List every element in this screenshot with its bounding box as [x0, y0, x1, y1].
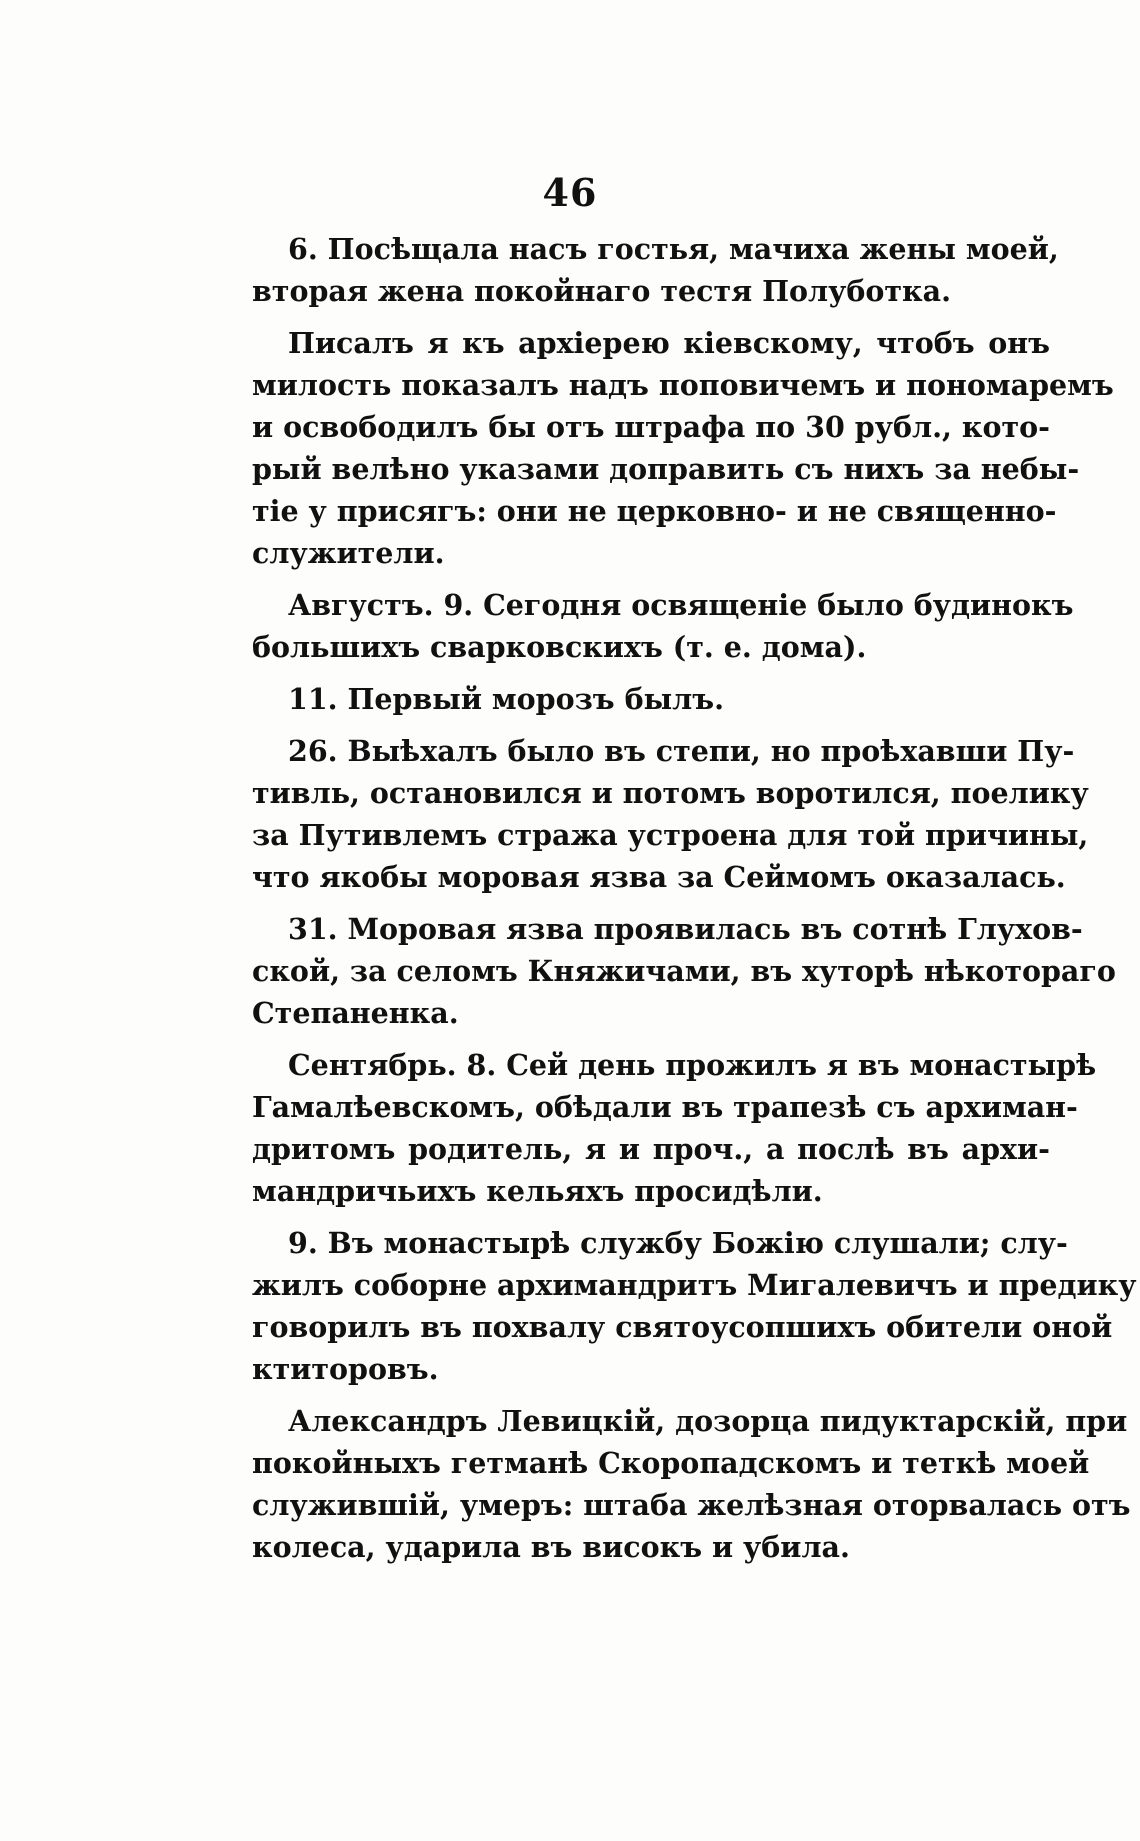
diary-entry [252, 1044, 1097, 1212]
text-line: покойныхъ гетманѣ Скоропадскомъ и теткѣ моей [252, 1446, 1090, 1480]
diary-entry [252, 678, 1050, 720]
text-line: Гамалѣевскомъ, обѣдали въ трапезѣ съ архиман- [252, 1090, 1078, 1124]
diary-entry [252, 908, 1116, 1034]
text-line: 26. Выѣхалъ было въ степи, но проѣхавши Пу- [288, 734, 1075, 768]
page-number: 46 [542, 170, 598, 215]
text-line: рый велѣно указами доправить съ нихъ за небы- [252, 452, 1080, 486]
text-line: что якобы моровая язва за Сеймомъ оказалась. [252, 860, 1066, 894]
text-line: вторая жена покойнаго тестя Полуботка. [252, 274, 952, 308]
text-line: милость показалъ надъ поповичемъ и пономаремъ [252, 368, 1114, 402]
text-line: служившiй, умеръ: штаба желѣзная оторвалась отъ [252, 1488, 1131, 1522]
diary-text [252, 228, 1137, 1578]
text-line: ктиторовъ. [252, 1352, 439, 1386]
text-line: 31. Моровая язва проявилась въ сотнѣ Глухов- [288, 912, 1083, 946]
text-line: говорилъ въ похвалу святоусопшихъ обители оной [252, 1310, 1113, 1344]
diary-entry [252, 730, 1089, 898]
diary-entry [252, 1222, 1137, 1390]
text-line: ской, за селомъ Княжичами, въ хуторѣ нѣкотораго [252, 954, 1116, 988]
text-line: и освободилъ бы отъ штрафа по 30 рубл., кото- [252, 410, 1050, 444]
text-line: жилъ соборне архимандритъ Мигалевичъ и предику [252, 1268, 1137, 1302]
text-line: дритомъ родитель, я и проч., а послѣ въ архи- [252, 1132, 1050, 1166]
text-line: Писалъ я къ архiерею кiевскому, чтобъ онъ [288, 326, 1050, 360]
text-line: Александръ Левицкiй, дозорца пидуктарскiй, при [288, 1404, 1128, 1438]
text-line: 6. Посѣщала насъ гостья, мачиха жены моей, [288, 232, 1059, 266]
text-line: тiе у присягъ: они не церковно- и не священно- [252, 494, 1057, 528]
text-line: мандричьихъ кельяхъ просидѣли. [252, 1174, 823, 1208]
text-line: Сентябрь. 8. Сей день прожилъ я въ монастырѣ [288, 1048, 1097, 1082]
text-line: 11. Первый морозъ былъ. [288, 682, 725, 716]
diary-entry [252, 322, 1114, 574]
text-line: тивль, остановился и потомъ воротился, поелику [252, 776, 1089, 810]
text-line: колеса, ударила въ високъ и убила. [252, 1530, 850, 1564]
text-line: 9. Въ монастырѣ службу Божiю слушали; слу- [288, 1226, 1068, 1260]
diary-entry [252, 584, 1074, 668]
text-line: Августъ. 9. Сегодня освященiе было будинокъ [288, 588, 1074, 622]
text-line: большихъ сварковскихъ (т. е. дома). [252, 630, 867, 664]
text-line: за Путивлемъ стража устроена для той причины, [252, 818, 1089, 852]
text-line: служители. [252, 536, 445, 570]
diary-entry [252, 228, 1059, 312]
diary-entry [252, 1400, 1131, 1568]
text-line: Степаненка. [252, 996, 459, 1030]
